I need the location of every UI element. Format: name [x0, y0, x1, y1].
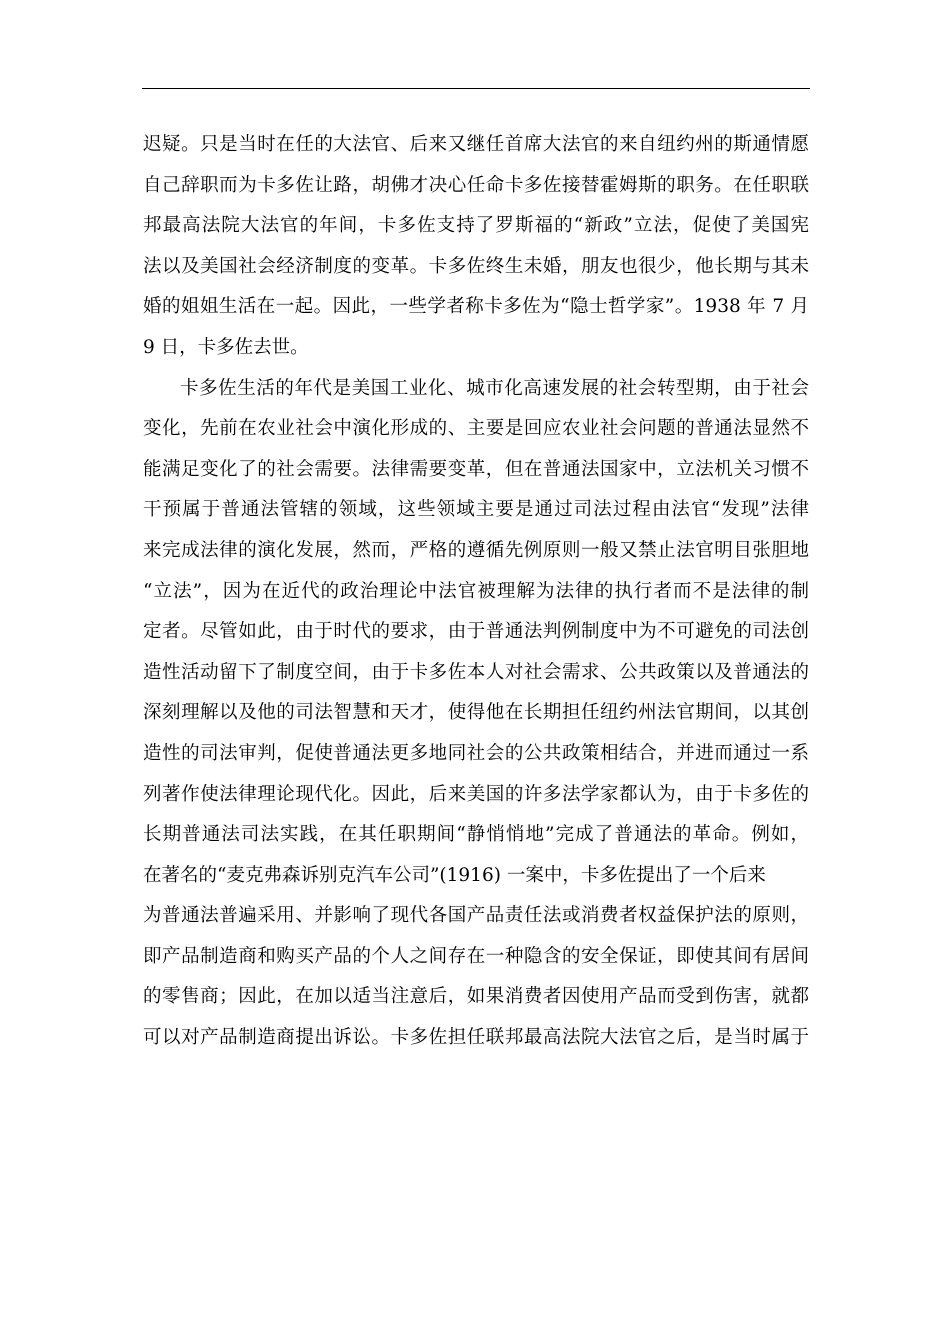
text-line: 变化，先前在农业社会中演化形成的、主要是回应农业社会问题的普通法显然不 — [143, 418, 809, 440]
text-line: 邦最高法院大法官的年间，卡多佐支持了罗斯福的“新政”立法，促使了美国宪 — [143, 215, 809, 237]
text-line: 造性活动留下了制度空间，由于卡多佐本人对社会需求、公共政策以及普通法的 — [143, 661, 809, 683]
text-line: 9 日，卡多佐去世。 — [143, 336, 309, 358]
text-line: 能满足变化了的社会需要。法律需要变革，但在普通法国家中，立法机关习惯不 — [143, 458, 809, 480]
text-line: 列著作使法律理论现代化。因此，后来美国的许多法学家都认为，由于卡多佐的 — [143, 783, 809, 805]
text-line: 法以及美国社会经济制度的变革。卡多佐终生未婚，朋友也很少，他长期与其未 — [143, 255, 809, 277]
text-line: 自己辞职而为卡多佐让路，胡佛才决心任命卡多佐接替霍姆斯的职务。在任职联 — [143, 174, 809, 196]
text-line: 的零售商；因此，在加以适当注意后，如果消费者因使用产品而受到伤害，就都 — [143, 986, 809, 1008]
header-rule — [142, 88, 810, 89]
text-line: 即产品制造商和购买产品的个人之间存在一种隐含的安全保证，即使其间有居间 — [143, 945, 809, 967]
text-line: “立法”，因为在近代的政治理论中法官被理解为法律的执行者而不是法律的制 — [143, 580, 809, 602]
text-line: 可以对产品制造商提出诉讼。卡多佐担任联邦最高法院大法官之后，是当时属于 — [143, 1027, 809, 1049]
text-line: 深刻理解以及他的司法智慧和天才，使得他在长期担任纽约州法官期间，以其创 — [143, 702, 809, 724]
text-line: 造性的司法审判，促使普通法更多地同社会的公共政策相结合，并进而通过一系 — [143, 742, 809, 764]
text-line: 迟疑。只是当时在任的大法官、后来又继任首席大法官的来自纽约州的斯通情愿 — [143, 134, 809, 155]
text-line: 为普通法普遍采用、并影响了现代各国产品责任法或消费者权益保护法的原则， — [143, 905, 809, 927]
text-line: 长期普通法司法实践，在其任职期间“静悄悄地”完成了普通法的革命。例如， — [143, 824, 809, 846]
text-line: 卡多佐生活的年代是美国工业化、城市化高速发展的社会转型期，由于社会 — [180, 377, 809, 399]
text-line: 在著名的“麦克弗森诉别克汽车公司”(1916) 一案中，卡多佐提出了一个后来 — [143, 864, 766, 886]
text-line: 干预属于普通法管辖的领域，这些领域主要是通过司法过程由法官“发现”法律 — [143, 499, 809, 521]
text-line: 婚的姐姐生活在一起。因此，一些学者称卡多佐为“隐士哲学家”。1938 年 7 月 — [143, 296, 809, 318]
body-text — [143, 125, 809, 1059]
text-line: 定者。尽管如此，由于时代的要求，由于普通法判例制度中为不可避免的司法创 — [143, 621, 809, 643]
text-line: 来完成法律的演化发展，然而，严格的遵循先例原则一般又禁止法官明目张胆地 — [143, 539, 809, 561]
